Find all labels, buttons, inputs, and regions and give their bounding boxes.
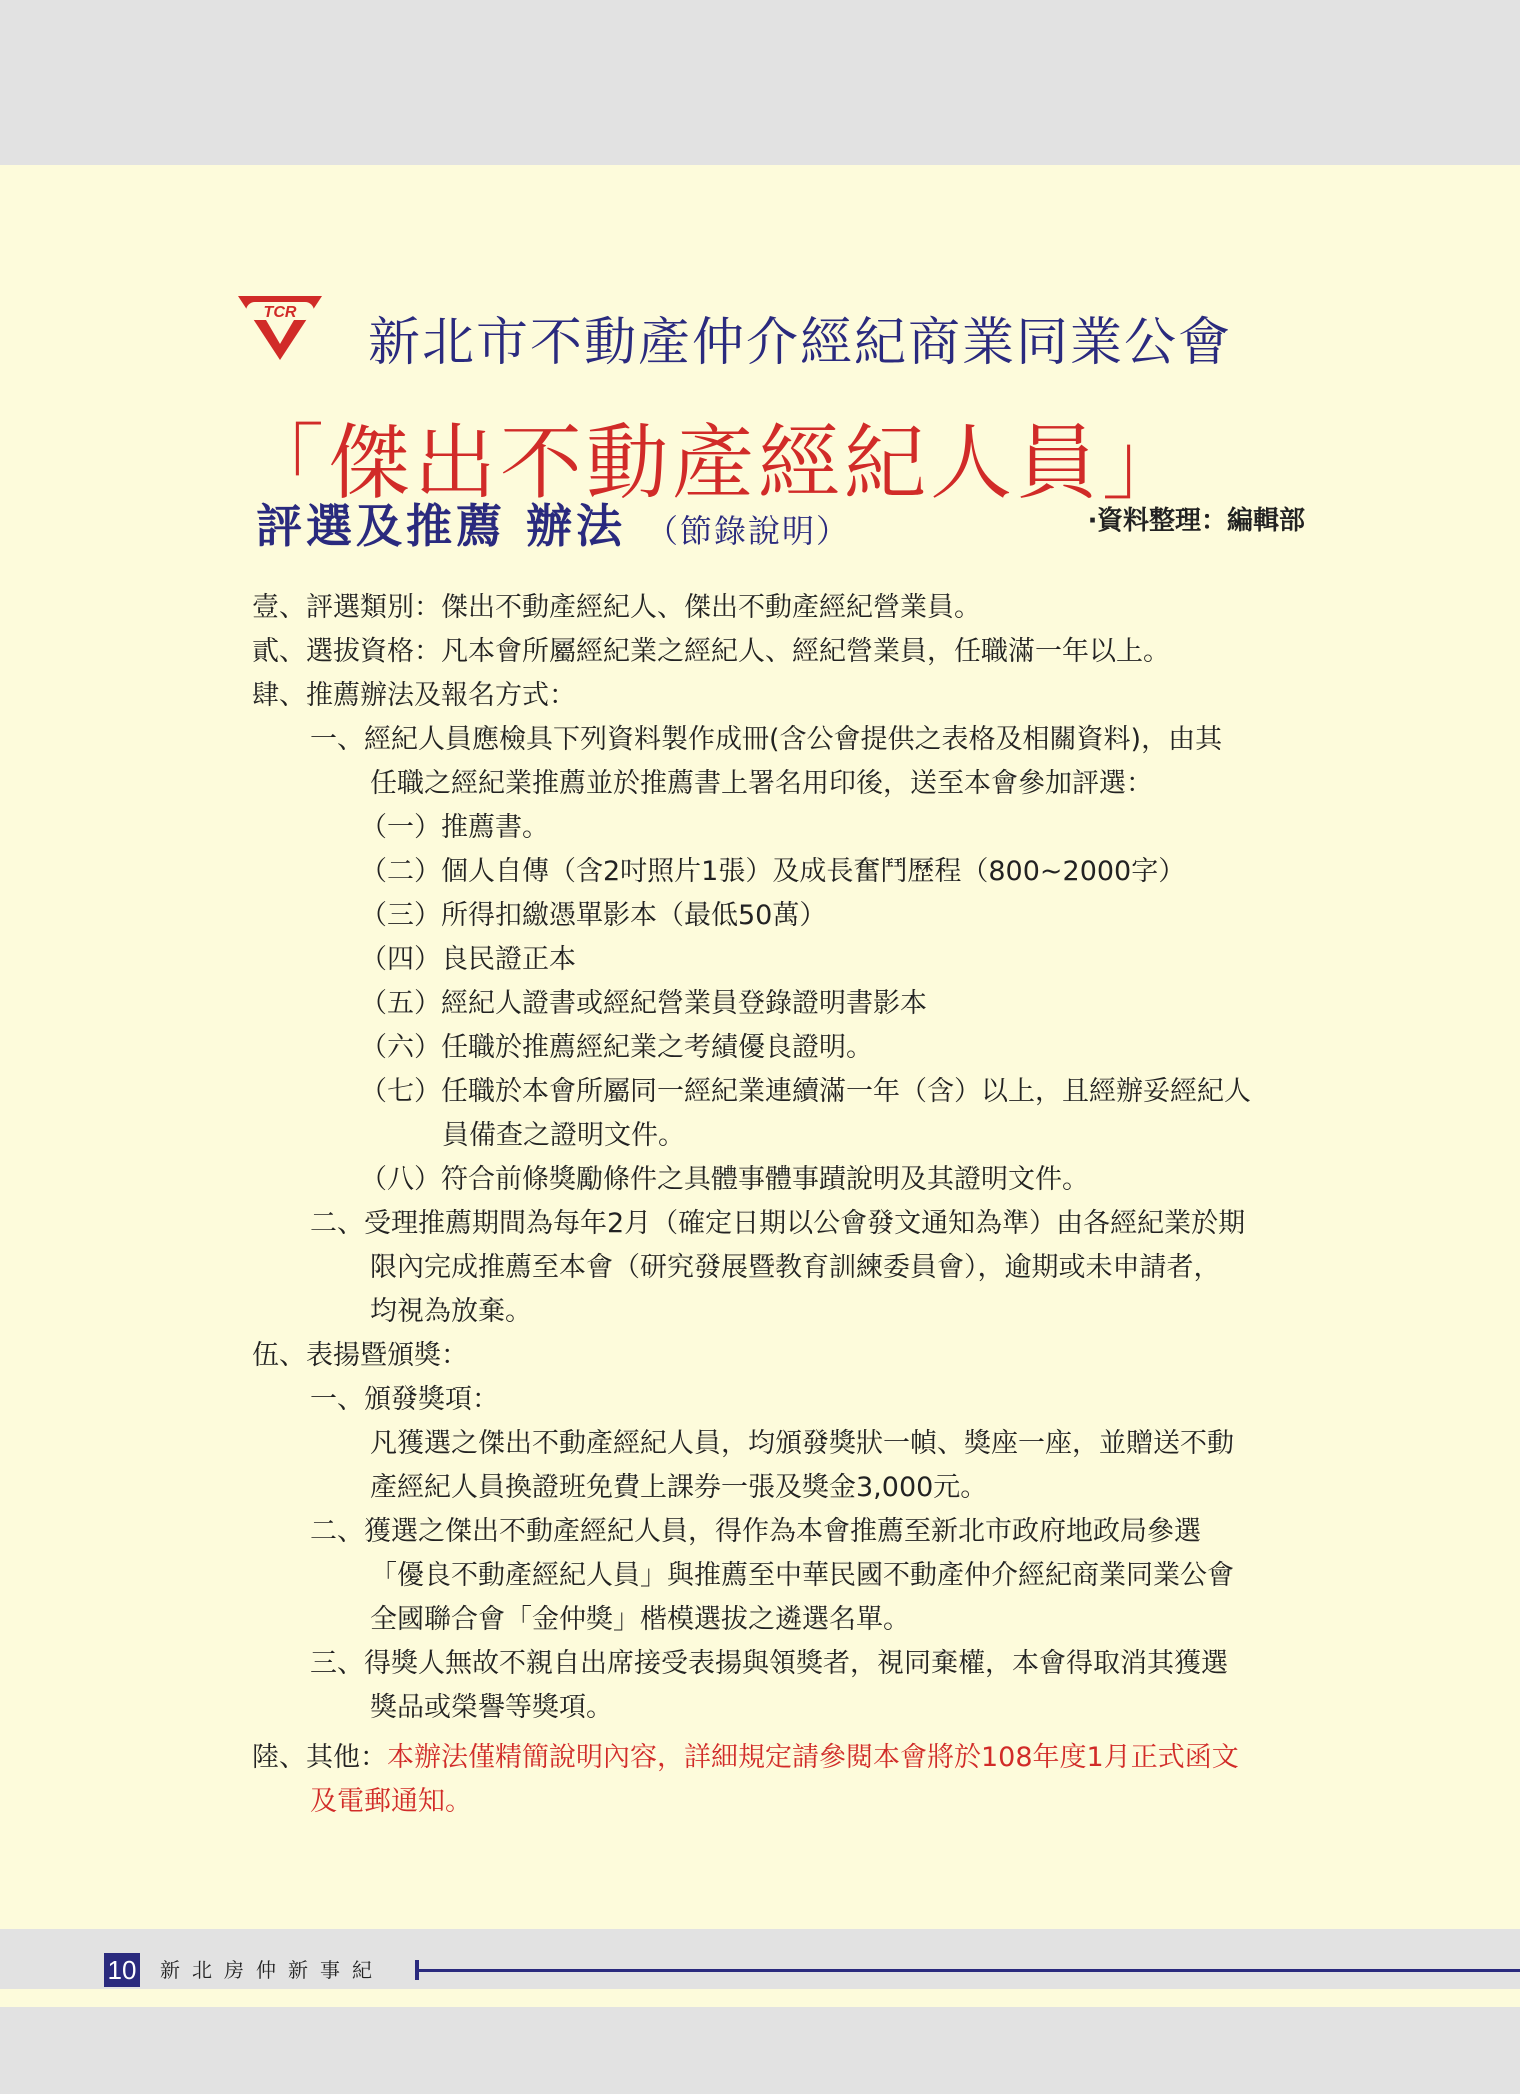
- section-1: 壹、評選類別：傑出不動產經紀人、傑出不動產經紀營業員。: [252, 592, 981, 623]
- page-number: 10: [104, 1953, 140, 1987]
- section-6-label: 陸、其他：: [252, 1742, 387, 1773]
- editor-credit: ‧資料整理：編輯部: [1088, 506, 1306, 536]
- main-title: 「傑出不動產經紀人員」: [242, 416, 1189, 511]
- section-5-item-3: 三、得獎人無故不親自出席接受表揚與領獎者，視同棄權，本會得取消其獲選: [310, 1648, 1228, 1679]
- bottom-gray-band: [0, 2007, 1520, 2094]
- section-4-item-1-cont: 任職之經紀業推薦並於推薦書上署名用印後，送至本會參加評選：: [370, 768, 1153, 799]
- top-gray-band: [0, 0, 1520, 165]
- subtitle: [256, 490, 850, 556]
- section-5-item-2-cont-1: 「優良不動產經紀人員」與推薦至中華民國不動產仲介經紀商業同業公會: [370, 1560, 1234, 1591]
- section-5-item-3-cont: 獎品或榮譽等獎項。: [370, 1692, 613, 1723]
- sub-item-5: （五）經紀人證書或經紀營業員登錄證明書影本: [360, 988, 927, 1019]
- section-5-heading: 伍、表揚暨頒獎：: [252, 1340, 468, 1371]
- tcr-logo: [236, 290, 324, 362]
- sub-item-7: （七）任職於本會所屬同一經紀業連續滿一年（含）以上，且經辦妥經紀人: [360, 1076, 1251, 1107]
- section-6: [252, 1736, 1328, 1780]
- section-5-item-1-text: 凡獲選之傑出不動產經紀人員，均頒發獎狀一幀、獎座一座，並贈送不動: [370, 1428, 1234, 1459]
- section-5-item-1-text-cont: 產經紀人員換證班免費上課券一張及獎金3,000元。: [370, 1472, 988, 1503]
- sub-item-2: （二）個人自傳（含2吋照片1張）及成長奮鬥歷程（800~2000字）: [360, 856, 1186, 887]
- sub-item-7-cont: 員備查之證明文件。: [442, 1120, 685, 1151]
- sub-item-8: （八）符合前條獎勵條件之具體事體事蹟說明及其證明文件。: [360, 1164, 1089, 1195]
- section-6-note: 本辦法僅精簡說明內容，詳細規定請參閱本會將於108年度1月正式函文: [387, 1742, 1239, 1773]
- sub-item-6: （六）任職於推薦經紀業之考績優良證明。: [360, 1032, 873, 1063]
- section-4-item-2: 二、受理推薦期間為每年2月（確定日期以公會發文通知為準）由各經紀業於期: [310, 1208, 1246, 1239]
- section-5-item-2: 二、獲選之傑出不動產經紀人員，得作為本會推薦至新北市政府地政局參選: [310, 1516, 1201, 1547]
- section-4-item-1: 一、經紀人員應檢具下列資料製作成冊(含公會提供之表格及相關資料)，由其: [310, 724, 1223, 755]
- logo-text: TCR: [263, 304, 297, 321]
- subtitle-text: 評選及推薦 辦法: [256, 499, 627, 553]
- section-6-note-cont: 及電郵通知。: [310, 1786, 472, 1817]
- sub-item-1: （一）推薦書。: [360, 812, 549, 843]
- sub-item-3: （三）所得扣繳憑單影本（最低50萬）: [360, 900, 827, 931]
- section-5-item-1: 一、頒發獎項：: [310, 1384, 499, 1415]
- org-name: 新北市不動產仲介經紀商業同業公會: [368, 313, 1233, 373]
- sub-item-4: （四）良民證正本: [360, 944, 576, 975]
- section-2: 貳、選拔資格：凡本會所屬經紀業之經紀人、經紀營業員，任職滿一年以上。: [252, 636, 1170, 667]
- footer-rule: [419, 1969, 1520, 1972]
- section-5-item-2-cont-2: 全國聯合會「金仲獎」楷模選拔之遴選名單。: [370, 1604, 910, 1635]
- section-4-item-2-cont-2: 均視為放棄。: [370, 1296, 532, 1327]
- publication-name: 新北房仲新事紀: [160, 1958, 384, 1982]
- section-4-item-2-cont-1: 限內完成推薦至本會（研究發展暨教育訓練委員會），逾期或未申請者，: [370, 1252, 1221, 1283]
- subtitle-note: （節錄說明）: [646, 512, 851, 550]
- section-4-heading: 肆、推薦辦法及報名方式：: [252, 680, 576, 711]
- article-body: [252, 586, 1328, 1824]
